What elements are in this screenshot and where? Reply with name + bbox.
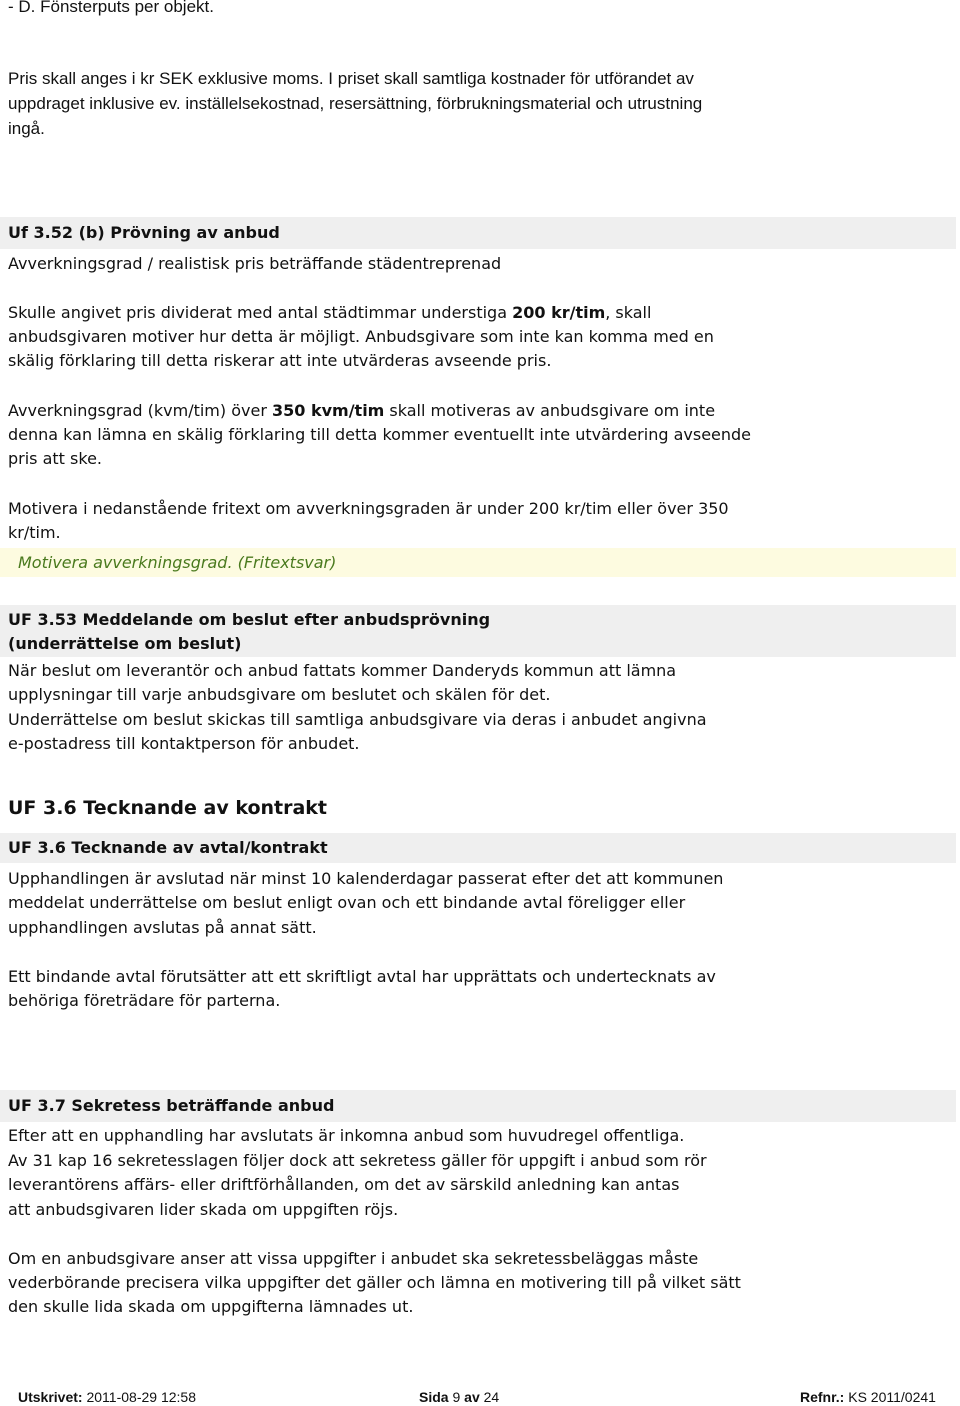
s37-p1-line-4: att anbudsgivaren lider skada om uppgiften röjs. <box>8 1200 399 1219</box>
s37-p1-line-3: leverantörens affärs- eller driftförhållanden, om det av särskild anledning kan antas <box>8 1175 680 1194</box>
p2-line-2: denna kan lämna en skälig förklaring till detta kommer eventuellt inte utvärdering avseende <box>8 425 752 444</box>
s37-p2-line-1: Om en anbudsgivare anser att vissa uppgifter i anbudet ska sekretessbeläggas måste <box>8 1249 699 1268</box>
footer-printed: Utskrivet: 2011-08-29 12:58 <box>18 1389 196 1405</box>
s37-p2-line-3: den skulle lida skada om uppgifterna lämnades ut. <box>8 1297 414 1316</box>
section-352-subtitle: Avverkningsgrad / realistisk pris beträffande städentreprenad <box>8 254 502 273</box>
p3-line-1: Motivera i nedanstående fritext om avverkningsgraden är under 200 kr/tim eller över 350 <box>8 499 729 518</box>
p3-line-2: kr/tim. <box>8 523 61 542</box>
section-36-title: UF 3.6 Tecknande av kontrakt <box>8 797 328 819</box>
s36-p2-line-1: Ett bindande avtal förutsätter att ett skriftligt avtal har upprättats och undertecknats av <box>8 967 716 986</box>
s37-p1-line-2: Av 31 kap 16 sekretesslagen följer dock att sekretess gäller för uppgift i anbud som rör <box>8 1151 707 1170</box>
fritext-field-label: Motivera avverkningsgrad. (Fritextsvar) <box>18 553 337 572</box>
p2-line-3: pris att ske. <box>8 449 102 468</box>
section-353-heading-1: UF 3.53 Meddelande om beslut efter anbudsprövning <box>8 610 491 629</box>
s353-line-2: upplysningar till varje anbudsgivare om beslutet och skälen för det. <box>8 685 551 704</box>
section-36-heading: UF 3.6 Tecknande av avtal/kontrakt <box>8 838 328 857</box>
p1-line-2: anbudsgivaren motiver hur detta är möjligt. Anbudsgivare som inte kan komma med en <box>8 327 714 346</box>
s353-line-1: När beslut om leverantör och anbud fattats kommer Danderyds kommun att lämna <box>8 661 677 680</box>
s37-p2-line-2: vederbörande precisera vilka uppgifter det gäller och lämna en motivering till på vilket sätt <box>8 1273 741 1292</box>
p1-line-3: skälig förklaring till detta riskerar att inte utvärderas avseende pris. <box>8 351 552 370</box>
section-37-heading: UF 3.7 Sekretess beträffande anbud <box>8 1096 335 1115</box>
s353-line-4: e-postadress till kontaktperson för anbudet. <box>8 734 360 753</box>
s353-line-3: Underrättelse om beslut skickas till samtliga anbudsgivare via deras i anbudet angivna <box>8 710 707 729</box>
price-line-1: Pris skall anges i kr SEK exklusive moms. I priset skall samtliga kostnader för utförandet av <box>8 69 694 88</box>
s36-p1-line-1: Upphandlingen är avslutad när minst 10 kalenderdagar passerat efter det att kommunen <box>8 869 724 888</box>
footer-ref: Refnr.: KS 2011/0241 <box>800 1389 936 1405</box>
price-line-2: uppdraget inklusive ev. inställelsekostnad, resersättning, förbrukningsmaterial och utrustning <box>8 94 703 113</box>
s37-p1-line-1: Efter att en upphandling har avslutats är inkomna anbud som huvudregel offentliga. <box>8 1126 685 1145</box>
footer-page: Sida 9 av 24 <box>419 1389 500 1405</box>
intro-line-d: - D. Fönsterputs per objekt. <box>8 0 214 16</box>
section-352-heading: Uf 3.52 (b) Prövning av anbud <box>8 223 280 242</box>
p1-line-1: Skulle angivet pris dividerat med antal städtimmar understiga 200 kr/tim, skall <box>8 303 652 322</box>
p2-line-1: Avverkningsgrad (kvm/tim) över 350 kvm/tim skall motiveras av anbudsgivare om inte <box>8 401 716 420</box>
s36-p1-line-3: upphandlingen avslutas på annat sätt. <box>8 918 317 937</box>
price-line-3: ingå. <box>8 119 45 138</box>
s36-p2-line-2: behöriga företrädare för parterna. <box>8 991 281 1010</box>
section-353-heading-2: (underrättelse om beslut) <box>8 634 242 653</box>
s36-p1-line-2: meddelat underrättelse om beslut enligt ovan och ett bindande avtal föreligger eller <box>8 893 686 912</box>
